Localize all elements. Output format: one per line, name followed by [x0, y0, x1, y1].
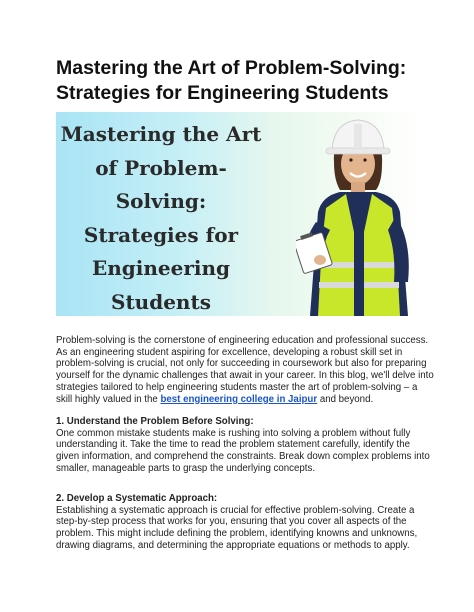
paragraph-line: Problem-solving is the cornerstone of engineering education and professional success.: [56, 335, 429, 346]
paragraph-line: strategies tailored to help engineering students master the art of problem-solving – a: [56, 381, 418, 393]
banner-title-line: Students: [111, 289, 211, 314]
reflective-strip: [364, 282, 399, 288]
paragraph-line: step-by-step process that works for you, ensuring that you cover all aspects of the: [56, 516, 407, 528]
section-heading: 2. Develop a Systematic Approach:: [56, 493, 218, 504]
helmet-brim: [326, 148, 390, 154]
intro-paragraph: [56, 335, 434, 405]
paragraph-line: One common mistake students make is rushing into solving a problem without fully: [56, 427, 411, 439]
eye-shape: [349, 158, 352, 161]
paragraph-line: given information, and comprehend the constraints. Break down complex problems into: [56, 451, 430, 463]
paragraph-line: problem. This might include defining the problem, identifying knowns and unknowns,: [56, 528, 418, 540]
page-title-line-2: Strategies for Engineering Students: [56, 82, 389, 104]
page-title-line-1: Mastering the Art of Problem-Solving:: [56, 57, 407, 79]
section-2: [56, 493, 428, 552]
section-1: [56, 416, 428, 475]
eye-shape: [363, 158, 366, 161]
reflective-strip: [319, 282, 354, 288]
paragraph-line: [56, 394, 428, 406]
hand-shape: [314, 255, 326, 265]
engineer-illustration: [296, 112, 420, 316]
banner-title: [56, 118, 266, 316]
reflective-strip: [364, 262, 398, 268]
banner-title-line: of Problem-: [95, 155, 227, 180]
banner-title-line: Engineering: [91, 256, 231, 280]
paragraph-line: Establishing a systematic approach is crucial for effective problem-solving. Create a: [56, 504, 415, 516]
paragraph-line: problem-solving is crucial, not only for succeeding in coursework but also for preparing: [56, 358, 427, 370]
helmet-ridge: [354, 124, 362, 148]
banner-title-line: Solving:: [115, 189, 207, 213]
hero-banner-image: [56, 112, 420, 316]
paragraph-text: and beyond.: [317, 393, 374, 405]
college-link[interactable]: best engineering college in Jaipur: [160, 393, 318, 405]
banner-title-line: Strategies for: [83, 222, 239, 247]
paragraph-text: skill highly valued in the: [56, 393, 161, 405]
section-heading: 1. Understand the Problem Before Solving:: [56, 416, 254, 427]
paragraph-line: drawing diagrams, and determining the appropriate equations or methods to apply.: [56, 539, 410, 551]
paragraph-line: As an engineering student aspiring for excellence, developing a robust skill set in: [56, 346, 403, 358]
paragraph-line: smaller, manageable parts to grasp the underlying concepts.: [56, 462, 316, 474]
paragraph-line: understanding it. Take the time to read the problem statement carefully, identify the: [56, 439, 410, 451]
paragraph-line: yourself for the dynamic challenges that await in your career. In this blog, we'll delve into: [56, 370, 434, 382]
banner-title-line: Mastering the Art: [60, 122, 262, 146]
page-title: [56, 56, 436, 106]
